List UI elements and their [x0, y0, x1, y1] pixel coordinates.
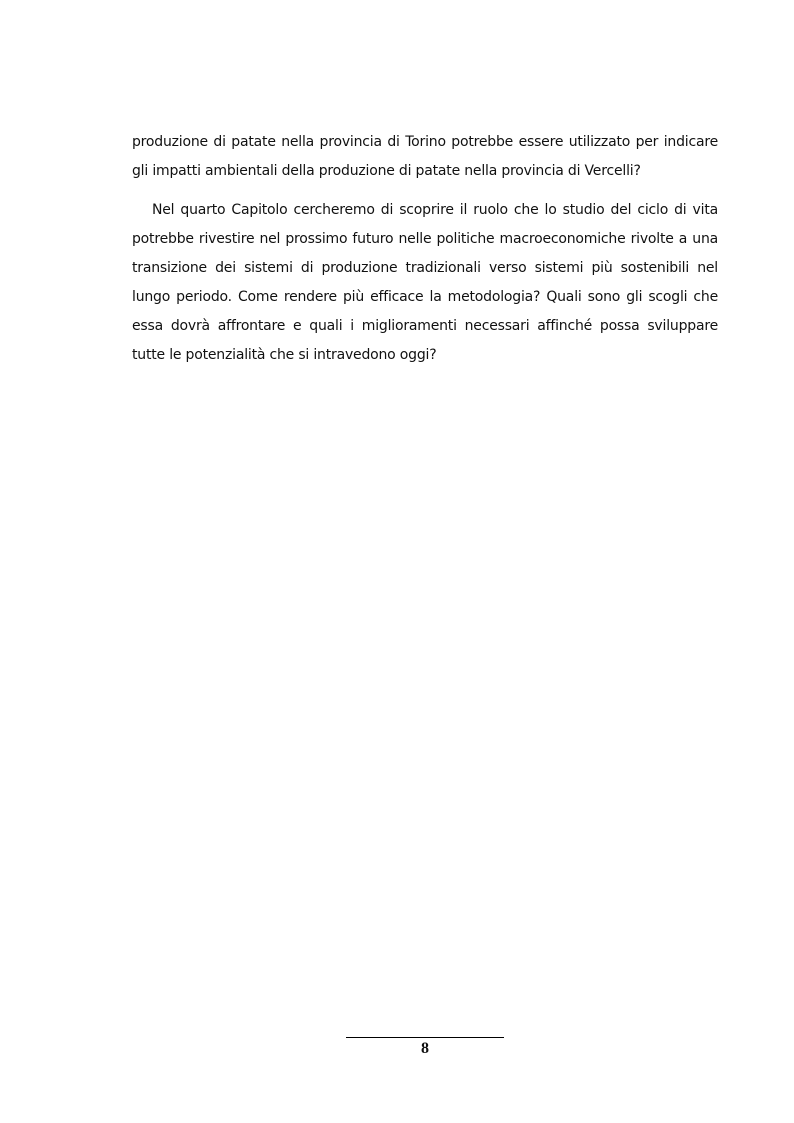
paragraph-chapter-four: Nel quarto Capitolo cercheremo di scoprire il ruolo che lo studio del ciclo di vita potrebbe rivestire nel prossimo futuro nelle politiche macroeconomiche rivolte a una transizione dei sistemi di produzione tradizionali verso sistemi più sostenibili nel lungo periodo. Come rendere più efficace la metodologia? Quali sono gli scogli che essa dovrà affrontare e quali i miglioramenti necessari affinché possa sviluppare tutte le potenzialità che si intravedono oggi?: [132, 202, 718, 363]
page-number: 8: [421, 1040, 429, 1057]
paragraph-continuation: produzione di patate nella provincia di Torino potrebbe essere utilizzato per indicare gli impatti ambientali della produzione di patate nella provincia di Vercelli?: [132, 134, 718, 179]
body-text: [132, 128, 718, 370]
